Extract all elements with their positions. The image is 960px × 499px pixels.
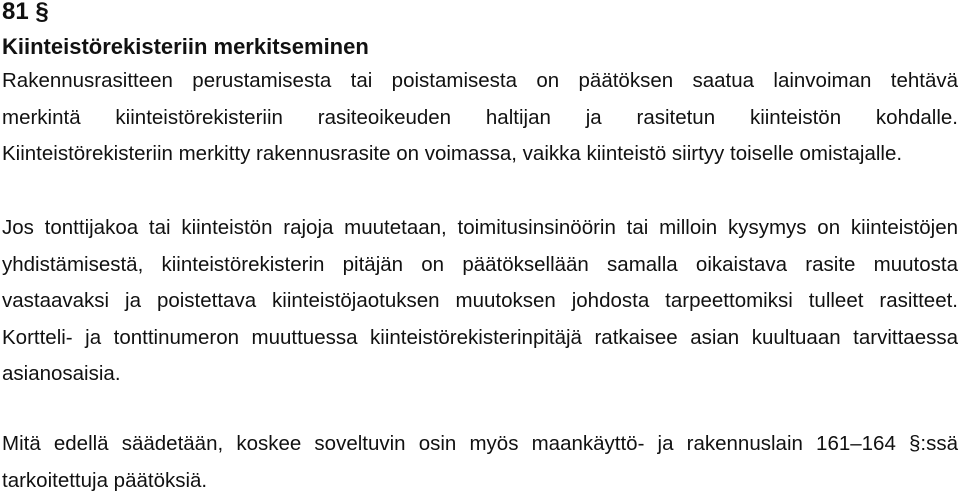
paragraph-line: asianosaisia. [2,362,121,386]
paragraph-line: Rakennusrasitteen perustamisesta tai poistamisesta on päätöksen saatua lainvoiman tehtävä [2,69,958,92]
paragraph-2 [2,210,958,393]
section-title: Kiinteistörekisteriin merkitseminen [2,34,369,59]
paragraph-line: vastaavaksi ja poistettava kiinteistöjaotuksen muutoksen johdosta tarpeettomiksi tulleet rasitteet. [2,289,958,313]
paragraph-3 [2,426,958,499]
paragraph-line: Kiinteistörekisteriin merkitty rakennusrasite on voimassa, vaikka kiinteistö siirtyy toiselle omistajalle. [2,142,903,166]
paragraph-line: merkintä kiinteistörekisteriin rasiteoikeuden haltijan ja rasitetun kiinteistön kohdalle. [2,105,958,129]
paragraph-line: Kortteli- ja tonttinumeron muuttuessa kiinteistörekisterinpitäjä ratkaisee asian kuultuaan tarvittaessa [2,325,958,349]
paragraph-line: Jos tonttijakoa tai kiinteistön rajoja muutetaan, toimitusinsinöörin tai milloin kysymys on kiinteistöjen [2,216,958,239]
paragraph-line: tarkoitettuja päätöksiä. [2,468,208,492]
paragraph-line: yhdistämisestä, kiinteistörekisterin pitäjän on päätöksellään samalla oikaistava rasite muutosta [2,252,958,276]
paragraph-line: Mitä edellä säädetään, koskee soveltuvin osin myös maankäyttö- ja rakennuslain 161–164 §:ssä [2,432,958,455]
paragraph-1 [2,63,958,173]
section-number: 81 § [2,0,49,25]
